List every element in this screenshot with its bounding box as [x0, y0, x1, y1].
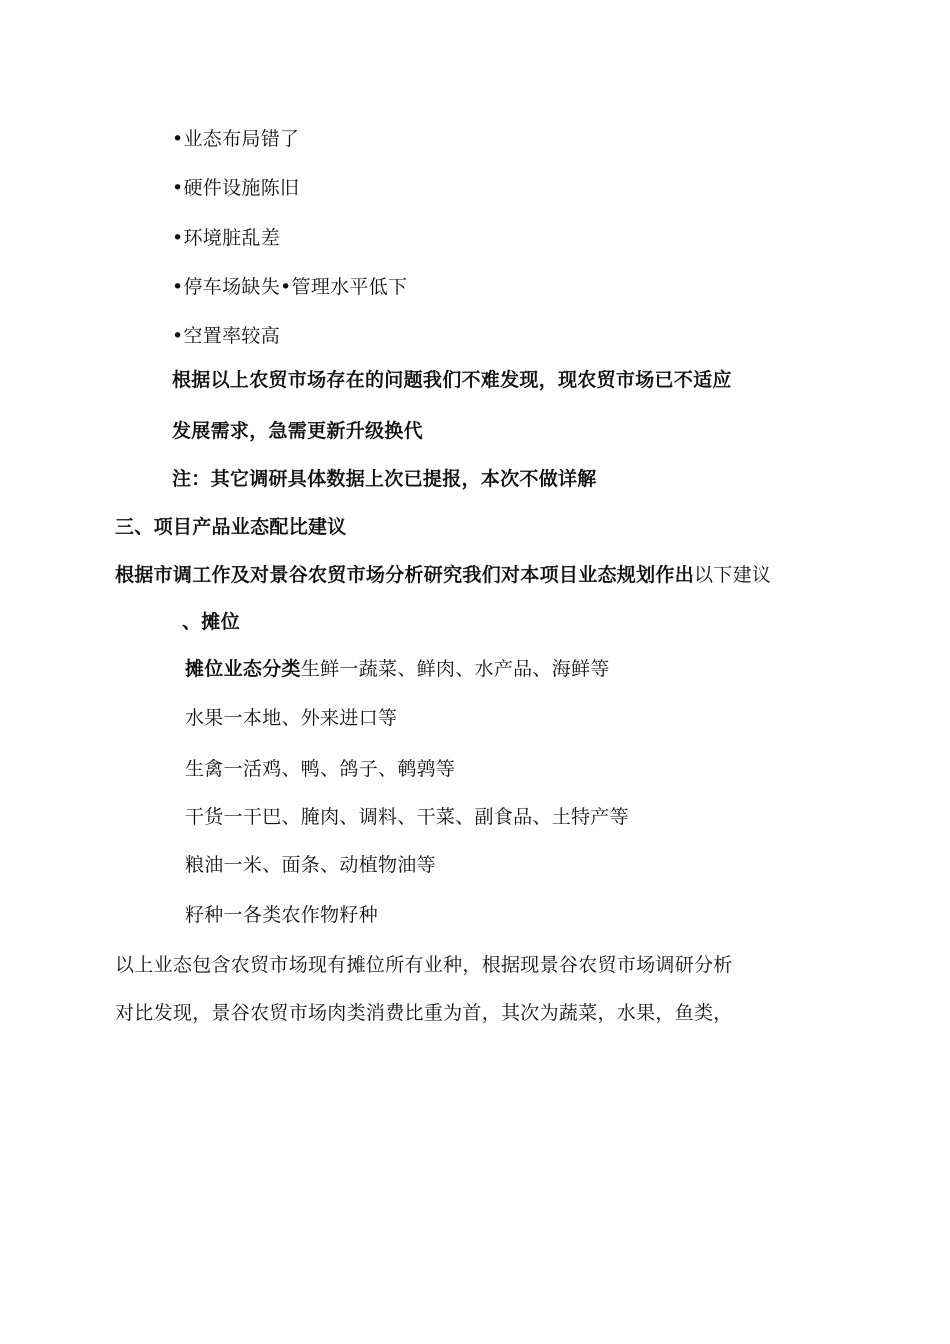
bullet-item: •业态布局错了 [172, 128, 300, 150]
summary-text: 对比发现，景谷农贸市场肉类消费比重为首，其次为蔬菜，水果，鱼类， [115, 1002, 733, 1024]
stall-category: 生禽一活鸡、鸭、鸽子、鹌鹑等 [185, 758, 456, 780]
stall-category: 籽种一各类农作物籽种 [185, 904, 379, 926]
conclusion-text: 根据以上农贸市场存在的问题我们不难发现，现农贸市场已不适应 [172, 369, 732, 391]
stall-label: 摊位业态分类 [185, 658, 301, 680]
note-text: 注：其它调研具体数据上次已提报，本次不做详解 [172, 468, 597, 490]
subheading-stalls: 、摊位 [182, 611, 240, 633]
intro-bold-text: 根据市调工作及对景谷农贸市场分析研究我们对本项目业态规划作出 [115, 564, 695, 586]
stall-category-line [185, 657, 610, 681]
intro-normal-text: 以下建议 [694, 564, 772, 586]
intro-paragraph [115, 563, 771, 587]
stall-category: 粮油一米、面条、动植物油等 [185, 854, 436, 876]
stall-category: 水果一本地、外来进口等 [185, 707, 398, 729]
section-heading: 三、项目产品业态配比建议 [115, 516, 347, 538]
bullet-item: •硬件设施陈旧 [172, 177, 300, 199]
bullet-item: •停车场缺失•管理水平低下 [172, 276, 408, 298]
conclusion-text: 发展需求，急需更新升级换代 [172, 420, 423, 442]
bullet-item: •环境脏乱差 [172, 227, 281, 249]
bullet-item: •空置率较高 [172, 325, 281, 347]
stall-category: 生鲜一蔬菜、鲜肉、水产品、海鲜等 [300, 658, 610, 680]
summary-text: 以上业态包含农贸市场现有摊位所有业种，根据现景谷农贸市场调研分析 [115, 954, 733, 976]
stall-category: 干货一干巴、腌肉、调料、干菜、副食品、土特产等 [185, 806, 629, 828]
